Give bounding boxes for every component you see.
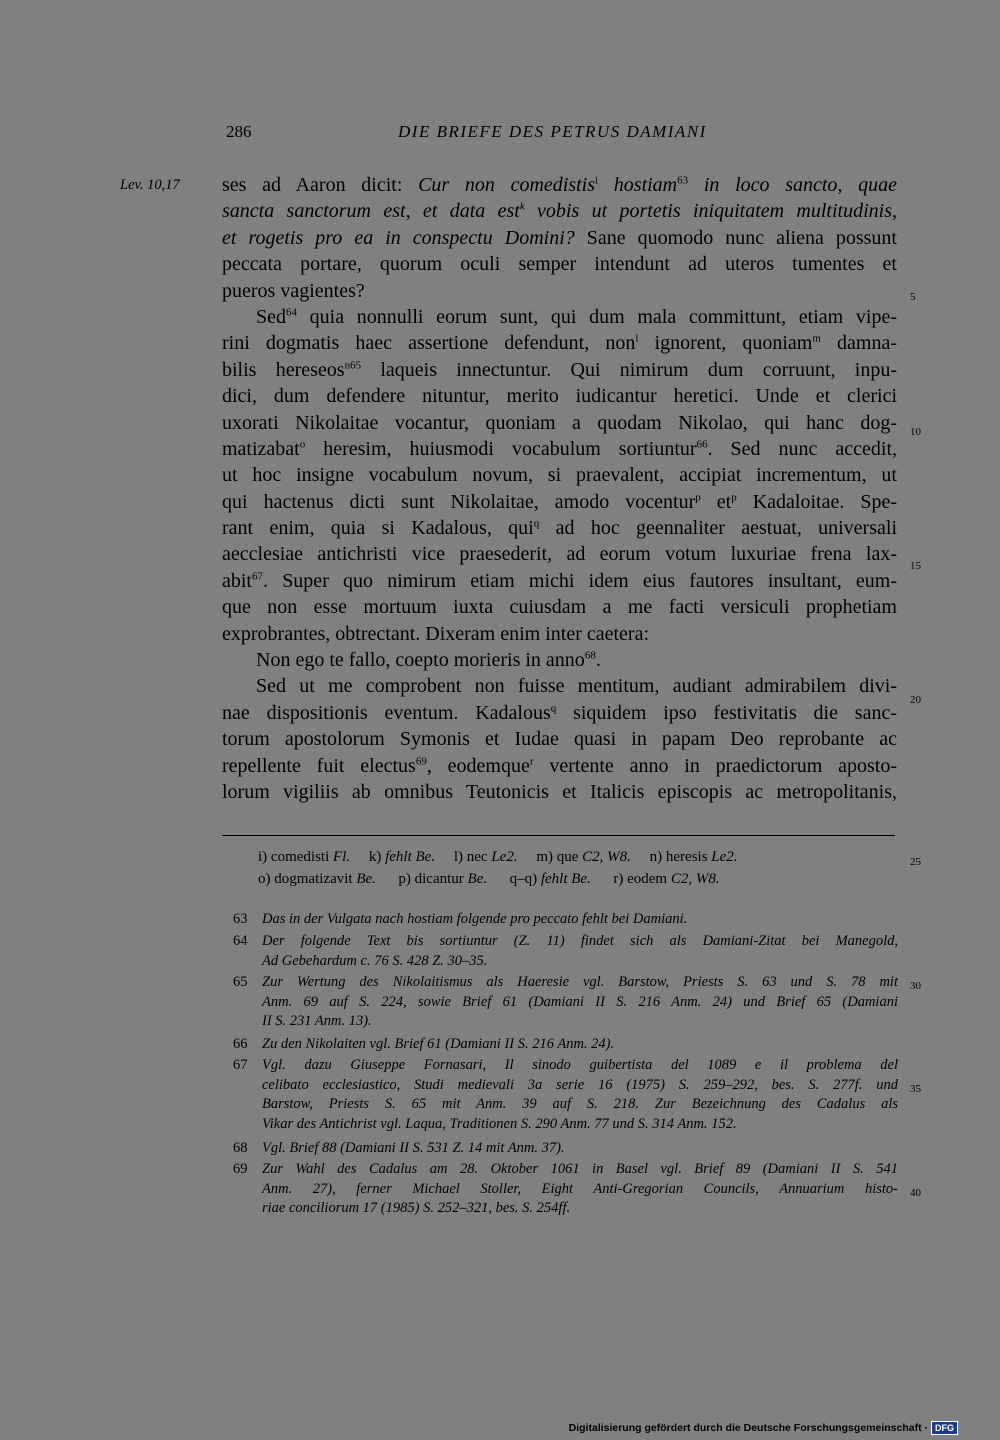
- body-line: repellente fuit electus$^{69}$, eodemque$^r$ vertente anno in praedictorum aposto-: [222, 754, 898, 777]
- body-line: lorum vigiliis ab omnibus Teutonicis et Italicis episcopis ac metropolitanis,: [222, 780, 897, 803]
- body-line: ses ad Aaron dicit: Cur non comedistis$^i$ hostiam$^{63}$ in loco sancto, quae: [222, 174, 897, 196]
- line-number-20: 20: [910, 694, 921, 706]
- side-reference: Lev. 10,17: [120, 177, 180, 193]
- body-line: sancta sanctorum est, et data est$^k$ vobis ut portetis iniquitatem multitudinis,: [222, 200, 897, 223]
- line-number-40: 40: [910, 1187, 921, 1199]
- line-number-10: 10: [910, 426, 921, 438]
- body-line: dici, dum defendere nituntur, merito iudicantur heretici. Unde et clerici: [222, 385, 897, 408]
- body-line: torum apostolorum Symonis et Iudae quasi in papam Deo reprobante ac: [222, 728, 897, 751]
- dfg-logo: DFG: [931, 1421, 958, 1435]
- main-text: [222, 172, 897, 805]
- line-number-5: 5: [910, 291, 916, 303]
- apparatus-entry: k) fehlt Be.: [368, 849, 436, 865]
- body-line: et rogetis pro ea in conspectu Domini? Sane quomodo nunc aliena possunt: [222, 226, 897, 249]
- line-number-25: 25: [910, 856, 921, 868]
- body-line: uxorati Nikolaitae vocantur, quoniam a quodam Nikolao, qui hanc dog-: [222, 411, 897, 434]
- apparatus-line-2: [258, 871, 720, 888]
- body-line: Sed$^{64}$ quia nonnulli eorum sunt, qui dum mala committunt, etiam vipe-: [256, 305, 897, 328]
- body-line: rant enim, quia si Kadalous, qui$^q$ ad hoc geennaliter aestuat, universali: [222, 517, 897, 540]
- footer-text: Digitalisierung gefördert durch die Deutsche Forschungsgemeinschaft ·: [568, 1422, 928, 1434]
- body-line: nae dispositionis eventum. Kadalous$^q$ siquidem ipso festivitatis die sanc-: [222, 701, 897, 724]
- footnote-63: 63 Das in der Vulgata nach hostiam folgende pro peccato fehlt bei Damiani.: [233, 911, 688, 927]
- body-line: qui hactenus dicti sunt Nikolaitae, amodo vocentur$^p$ $et^p$ Kadaloitae. Spe-: [222, 490, 898, 513]
- body-line: bilis hereseos$^{n65}$ laqueis innectuntur. Qui nimirum dum corruunt, inpu-: [222, 358, 897, 381]
- body-line: ut hoc insigne vocabulum novum, si praevalent, accipiat incrementum, ut: [222, 464, 897, 487]
- line-number-35: 35: [910, 1083, 921, 1095]
- footnote-68: 68 Vgl. Brief 88 (Damiani II S. 531 Z. 14 mit Anm. 37).: [233, 1140, 565, 1156]
- body-line: pueros vagientes?: [222, 279, 365, 302]
- apparatus-entry: l) nec Le2.: [453, 849, 518, 865]
- apparatus-entry: m) que C2, W8.: [536, 849, 631, 865]
- body-line: Sed ut me comprobent non fuisse mentitum, audiant admirabilem divi-: [256, 675, 897, 698]
- footnote-65: 65 Zur Wertung des Nikolaitismus als Haeresie vgl. Barstow, Priests S. 63 und S. 78 mit Anm. 69 auf S. 224, sowie Brief 61 (Damiani II S. 216 Anm. 24) und Brief 65 (Damiani II S. 231 Anm. 13).: [233, 974, 898, 1029]
- body-line: matizabat$^o$ heresim, huiusmodi vocabulum sortiuntur$^{66}$. Sed nunc accedit,: [222, 437, 898, 460]
- digitization-footer: [569, 1421, 958, 1435]
- body-line: exprobrantes, obtrectant. Dixeram enim inter caetera:: [222, 622, 650, 645]
- line-number-30: 30: [910, 980, 921, 992]
- apparatus-entry: p) dicantur Be.: [398, 871, 488, 887]
- body-line: aecclesiae antichristi vice praesederit, ad eorum votum luxuriae frena lax-: [222, 543, 897, 566]
- apparatus-line-1: [258, 849, 738, 866]
- body-line: que non esse mortuum iuxta cuiusdam a me facti versiculi prophetiam: [222, 596, 897, 619]
- footnote-64: 64 Der folgende Text bis sortiuntur (Z. 11) findet sich als Damiani-Zitat bei Manegold, Ad Gebehardum c. 76 S. 428 Z. 30–35.: [233, 933, 898, 969]
- body-line: abit$^{67}$. Super quo nimirum etiam michi idem eius fautores insultant, eum-: [222, 569, 897, 592]
- footnote-66: 66 Zu den Nikolaiten vgl. Brief 61 (Damiani II S. 216 Anm. 24).: [233, 1036, 615, 1052]
- body-line: Non ego te fallo, coepto morieris in anno$^{68}$.: [256, 649, 601, 672]
- line-number-15: 15: [910, 560, 921, 572]
- body-line: peccata portare, quorum oculi semper intendunt ad uteros tumentes et: [222, 253, 897, 276]
- apparatus-entry: r) eodem C2, W8.: [613, 871, 720, 887]
- body-line: rini dogmatis haec assertione defendunt, non$^l$ ignorent, quoniam$^m$ damna-: [222, 332, 897, 355]
- footnote-69: 69 Zur Wahl des Cadalus am 28. Oktober 1061 in Basel vgl. Brief 89 (Damiani II S. 541 Anm. 27), ferner Michael Stoller, Eight Anti-Gregorian Councils, Annuarium histo- riae conciliorum 17 (1985) S. 252–321, bes. S. 254ff.: [233, 1161, 898, 1216]
- apparatus-entry: o) dogmatizavit Be.: [258, 871, 376, 887]
- running-title: DIE BRIEFE DES PETRUS DAMIANI: [398, 122, 707, 141]
- apparatus-entry: q–q) fehlt Be.: [509, 871, 591, 887]
- apparatus-entry: n) heresis Le2.: [649, 849, 738, 865]
- page-number: 286: [226, 122, 252, 141]
- footnote-rule: [222, 835, 895, 836]
- footnote-67: 67 Vgl. dazu Giuseppe Fornasari, Il sinodo guibertista del 1089 e il problema del celibato ecclesiastico, Studi medievali 3a serie 16 (1975) S. 259–292, bes. S. 277f. und Barstow, Priests S. 65 mit Anm. 39 auf S. 218. Zur Bezeichnung des Cadalus als Vikar des Antichrist vgl. Laqua, Traditionen S. 290 Anm. 77 und S. 314 Anm. 152.: [233, 1057, 898, 1132]
- apparatus-entry: i) comedisti Fl.: [258, 849, 351, 865]
